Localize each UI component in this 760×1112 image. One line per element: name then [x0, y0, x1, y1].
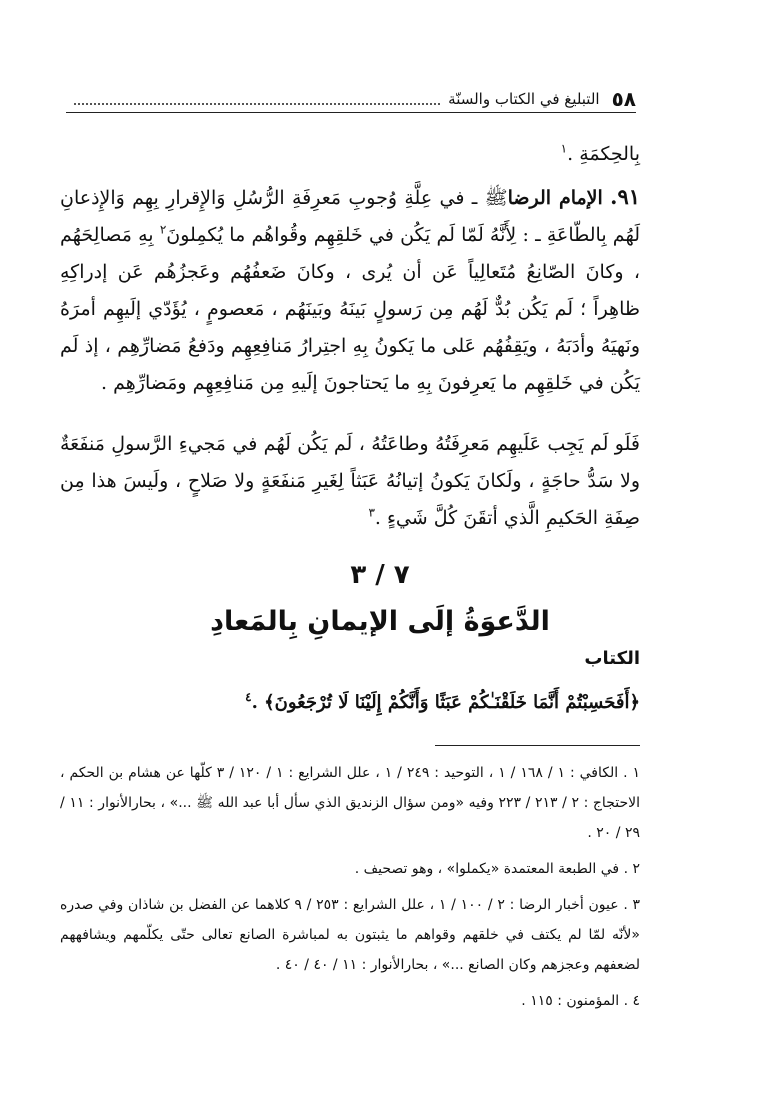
section-number: ٧ / ٣ [350, 560, 410, 590]
footnote-ref-3: ٣ [368, 505, 375, 520]
footnote-number: ٢ . [623, 861, 640, 877]
page-header [66, 86, 636, 113]
footnote-ref-1: ١ [560, 141, 568, 156]
page-number: ٥٨ [611, 87, 636, 111]
footnote-item [60, 758, 640, 848]
footnote-separator [435, 745, 640, 746]
footnote-item [60, 986, 640, 1016]
quran-verse [150, 692, 640, 713]
hadith-91 [60, 178, 640, 402]
footnote-item [60, 890, 640, 980]
hadith-91-continued [60, 426, 640, 537]
hadith-text-c: فَلَو لَم يَجِب عَلَيهِم مَعرِفَتُهُ وطاعَتُهُ ، لَم يَكُن لَهُم في مَجيءِ الرَّسولِ مَنفَعَةٌ ولا سَدُّ حاجَةٍ ، ولَكانَ يَكونُ إتيانُهُ عَبَثاً لِغَيرِ مَنفَعَةٍ ولا صَلاحٍ ، ولَيسَ هذا مِن صِفَةِ الحَكيمِ الَّذي أتقَنَ كُلَّ شَيءٍ . [60, 433, 640, 529]
footnote-number: ٣ . [623, 897, 641, 913]
footnote-text: عيون أخبار الرضا : ٢ / ١٠٠ / ١ ، علل الشرايع : ٢٥٣ / ٩ كلاهما عن الفضل بن شاذان وفي صدره «لأنّه لمّا لم يكتف في خلقهم وقواهم ما يثبتون به لمباشرة الصانع تعالى حتّى يكلّمهم ويشافههم لضعفهم وعجزهم وكان الصانع ...» ، بحارالأنوار : ١١ / ٤٠ / ٤٠ . [60, 897, 640, 973]
footnote-text: الكافي : ١ / ١٦٨ / ١ ، التوحيد : ٢٤٩ / ١ ، علل الشرايع : ١ / ١٢٠ / ٣ كلّها عن هشام بن الحكم ، الاحتجاج : ٢ / ٢١٣ / ٢٢٣ وفيه «ومن سؤال الزنديق الذي سأل أبا عبد الله ﷺ ...» ، بحارالأنوار : ١١ / ٢٩ / ٢٠ . [60, 765, 640, 841]
footnote-ref-4: ٤ [245, 690, 252, 704]
footnote-text: المؤمنون : ١١٥ . [521, 993, 620, 1009]
salutation-symbol: ﷺ [484, 187, 508, 209]
footnote-ref-2: ٢ [159, 222, 167, 237]
footnote-item [60, 854, 640, 884]
footnote-number: ٤ . [623, 993, 640, 1009]
hadith-text-b: بِهِ مَصالِحَهُم ، وكانَ الصّانِعُ مُتَعالِياً عَن أن يُرى ، وكانَ ضَعفُهُم وعَجزُهُم عَن إدراكِهِ ظاهِراً ؛ لَم يَكُن بُدٌّ لَهُم مِن رَسولٍ بَينَهُ وبَينَهُم ، مَعصومٍ ، يُؤَدّي إلَيهِم أمرَهُ ونَهيَهُ وأدَبَهُ ، ويَقِفُهُم عَلى ما يَكونُ بِهِ اجتِرارُ مَنافِعِهِم ودَفعُ مَضارِّهِم ، إذ لَم يَكُن في خَلقِهِم ما يَعرِفونَ بِهِ ما يَحتاجونَ إلَيهِ مِن مَنافِعِهِم ومَضارِّهِم . [60, 224, 640, 394]
hadith-number: ٩١. [610, 184, 640, 209]
quran-text: ﴿أَفَحَسِبْتُمْ أَنَّمَا خَلَقْنَـٰكُمْ عَبَثًا وَأَنَّكُمْ إِلَيْنَا لَا تُرْجَعُونَ﴾ . [251, 692, 640, 713]
section-title: الدَّعوَةُ إلَى الإيمانِ بِالمَعادِ [210, 606, 550, 637]
hadith-text-a: ـ في عِلَّةِ وُجوبِ مَعرِفَةِ الرُّسُلِ وَالإِقرارِ بِهِم وَالإِذعانِ لَهُم بِالطّاعَةِ ـ : لِأَنَّهُ لَمّا لَم يَكُن في خَلقِهِم وقُواهُم ما يُكمِلونَ [60, 187, 640, 246]
paragraph-continuation [60, 136, 640, 173]
book-label: الكتاب [584, 648, 640, 669]
continuation-text: بِالحِكمَةِ . [567, 143, 640, 165]
footnote-text: في الطبعة المعتمدة «يكملوا» ، وهو تصحيف . [354, 861, 620, 877]
running-title: التبليغ في الكتاب والسنّة [448, 90, 600, 108]
hadith-speaker: الإمام الرضا [507, 187, 603, 209]
header-dot-leader [74, 93, 440, 105]
footnotes [60, 758, 640, 1022]
footnote-number: ١ . [623, 765, 640, 781]
